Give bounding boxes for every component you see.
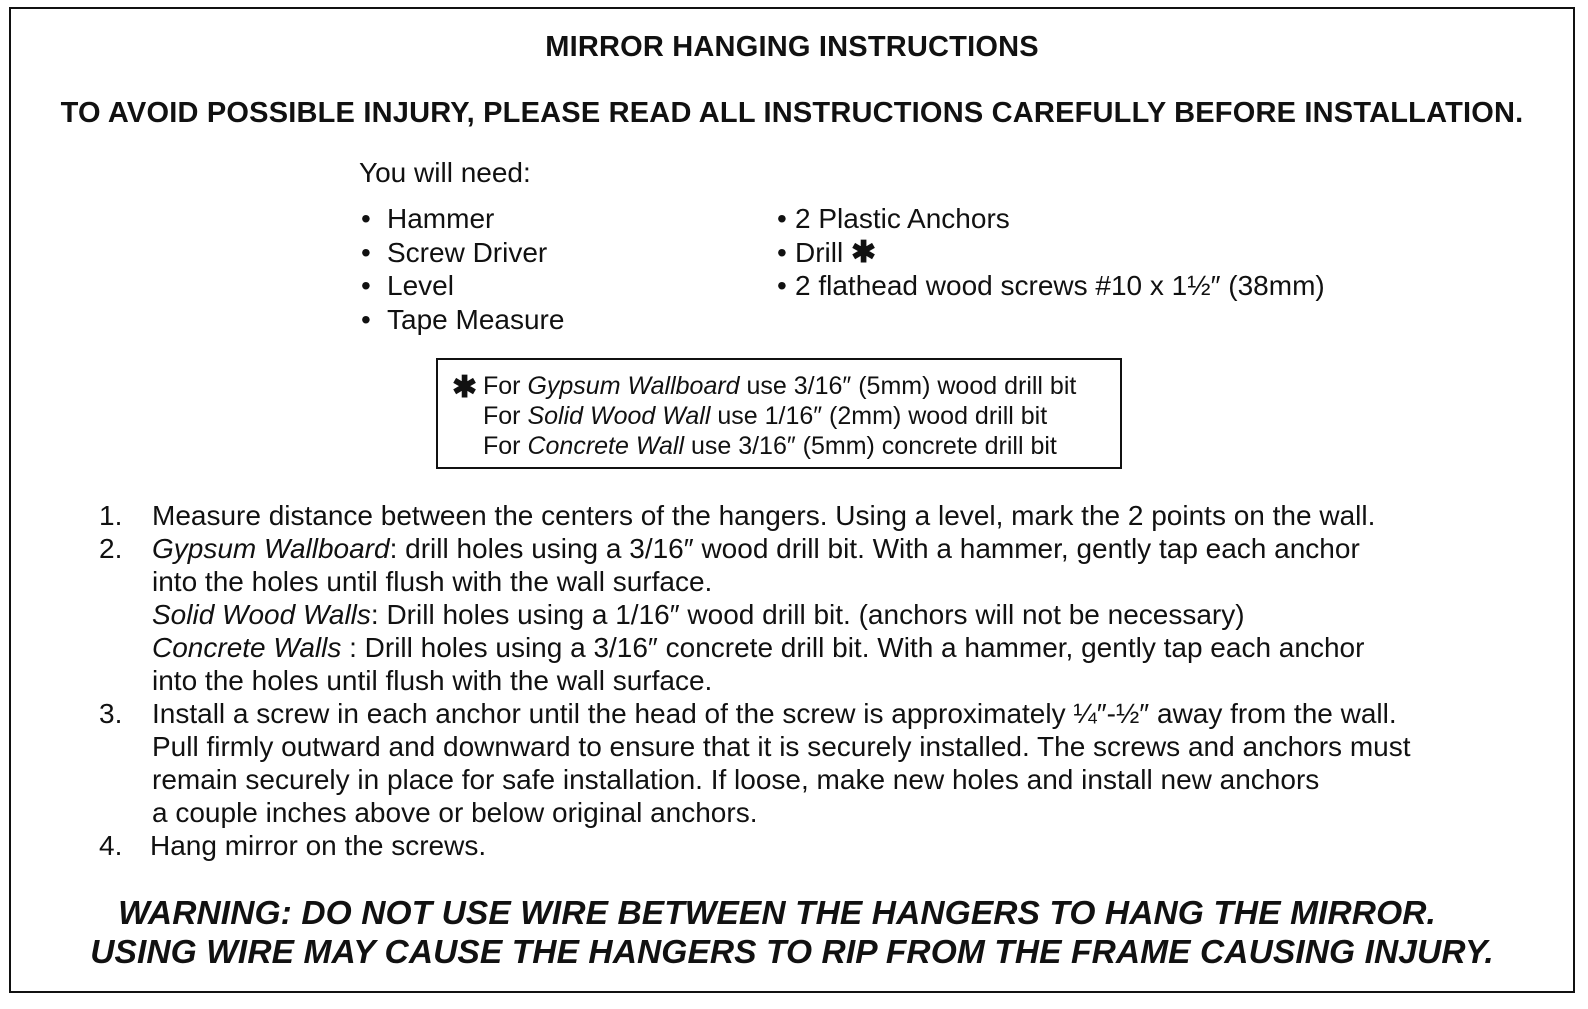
step-text: Measure distance between the centers of the hangers. Using a level, mark the 2 points on the wall. xyxy=(152,500,1376,531)
step-text: Gypsum Wallboard: drill holes using a 3/16″ wood drill bit. With a hammer, gently tap each anchor xyxy=(152,533,1360,564)
bullet-icon: • xyxy=(361,236,371,268)
note-line: For Solid Wood Wall use 1/16″ (2mm) wood drill bit xyxy=(483,402,1048,430)
warning-line-2: USING WIRE MAY CAUSE THE HANGERS TO RIP FROM THE FRAME CAUSING INJURY. xyxy=(90,934,1494,971)
note-line: For Gypsum Wallboard use 3/16″ (5mm) wood drill bit xyxy=(483,372,1077,400)
page-title: MIRROR HANGING INSTRUCTIONS xyxy=(545,31,1039,63)
tools-list-left xyxy=(361,202,564,336)
bullet-icon: • xyxy=(777,270,787,301)
bullet-icon: • xyxy=(361,303,371,335)
step-number: 1. xyxy=(99,500,123,531)
bullet-icon: • xyxy=(361,270,371,301)
step-text: Hang mirror on the screws. xyxy=(150,830,487,861)
instruction-card: MIRROR HANGING INSTRUCTIONS TO AVOID POSSIBLE INJURY, PLEASE READ ALL INSTRUCTIONS CAREFULLY BEFORE INSTALLATION. You will need: • Hammer • Screw Driver • Level • Tape Measure • 2 Plastic Anchors • Drill ✱ • 2 flathead wood screws #10 x 1½″ (38mm) ✱ For Gypsum Wallboard use 3/16″ (5mm) wood drill bit For Solid Wood Wall use 1/16″ (2mm) wood drill bit For Concrete Wall use 3/16″ (5mm) concrete drill bit 1. Measure distance between the centers of the hangers. Using a level, mark the 2 points on the wall. 2. Gypsum Wallboard: drill holes using a 3/16″ wood drill bit. With a hammer, gently tap each anchor into the holes until flush with the wall surface. Solid Wood Walls: Drill holes using a 1/16″ wood drill bit. (anchors will not be necessary) Concrete Walls : Drill holes using a 3/16″ concrete drill bit. With a hammer, gently tap each anchor into the holes until flush with the wall surface. 3. Install a screw in each anchor until the head of the screw is approximately ¼″-½″ away from the wall. Pull firmly outward and downward to ensure that it is securely installed. The screws and anchors must remain securely in place for safe installation. If loose, make new holes and install new anchors a couple inches above or below original anchors. 4. Hang mirror on the screws. WARNING: DO NOT USE WIRE BETWEEN THE HANGERS TO HANG THE MIRROR. USING WIRE MAY CAUSE THE HANGERS TO RIP FROM THE FRAME CAUSING INJURY. xyxy=(9,7,1575,993)
list-item: • Screw Driver xyxy=(361,236,548,268)
drill-bit-note-box xyxy=(436,358,1122,469)
note-line: For Concrete Wall use 3/16″ (5mm) concrete drill bit xyxy=(483,432,1057,460)
list-item: • 2 Plastic Anchors xyxy=(777,203,1010,234)
list-item: • Level xyxy=(361,270,454,301)
list-item: • Drill ✱ xyxy=(777,235,877,269)
asterisk-icon: ✱ xyxy=(851,235,877,269)
bullet-icon: • xyxy=(777,236,787,268)
step-number: 4. xyxy=(99,830,123,861)
tools-list-right xyxy=(777,202,1325,303)
you-will-need-label: You will need: xyxy=(359,157,531,188)
bullet-icon: • xyxy=(777,203,787,234)
list-item: • 2 flathead wood screws #10 x 1½″ (38mm) xyxy=(777,270,1325,301)
step-number: 2. xyxy=(99,533,123,564)
caution-heading: TO AVOID POSSIBLE INJURY, PLEASE READ ALL INSTRUCTIONS CAREFULLY BEFORE INSTALLATION. xyxy=(60,97,1524,129)
asterisk-icon: ✱ xyxy=(452,371,478,404)
step-number: 3. xyxy=(99,698,123,729)
bullet-icon: • xyxy=(361,203,371,234)
list-item: • Hammer xyxy=(361,203,495,234)
list-item: • Tape Measure xyxy=(361,303,565,335)
warning-line-1: WARNING: DO NOT USE WIRE BETWEEN THE HANGERS TO HANG THE MIRROR. xyxy=(118,895,1436,932)
step-text: Install a screw in each anchor until the head of the screw is approximately ¼″-½″ away from the wall. xyxy=(152,698,1397,729)
